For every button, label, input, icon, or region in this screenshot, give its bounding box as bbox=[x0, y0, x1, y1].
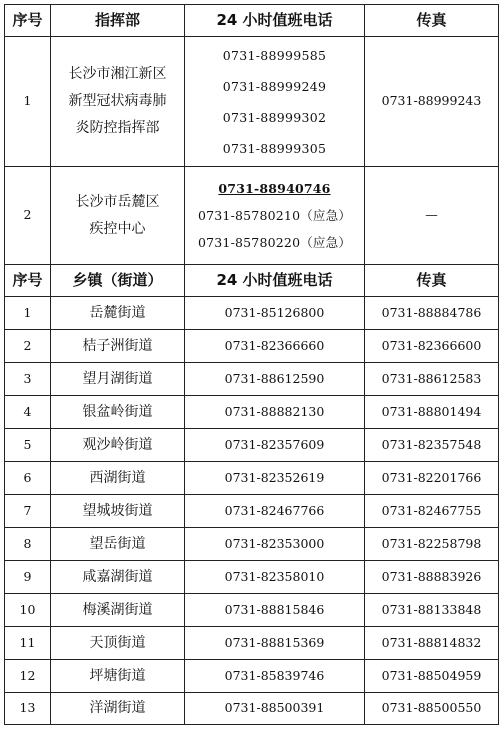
street-phone: 0731-82357609 bbox=[185, 429, 365, 462]
row-number: 6 bbox=[5, 462, 51, 495]
table-row bbox=[5, 528, 499, 561]
street-fax: 0731-82201766 bbox=[365, 462, 499, 495]
header-name: 指挥部 bbox=[51, 5, 185, 37]
hq-name bbox=[51, 167, 185, 265]
hq-row bbox=[5, 37, 499, 167]
hq-name-line: 炎防控指挥部 bbox=[75, 120, 160, 136]
hq-fax: 0731-88999243 bbox=[365, 37, 499, 167]
street-fax: 0731-88612583 bbox=[365, 363, 499, 396]
hq-phone: 0731-88999585 bbox=[222, 47, 327, 63]
hq-fax: — bbox=[365, 167, 499, 265]
street-phone: 0731-88815369 bbox=[185, 627, 365, 660]
hq-row bbox=[5, 167, 499, 265]
row-number: 13 bbox=[5, 693, 51, 725]
street-fax: 0731-88884786 bbox=[365, 297, 499, 330]
street-fax: 0731-88504959 bbox=[365, 660, 499, 693]
hq-phone: 0731-88999249 bbox=[222, 78, 327, 94]
street-fax: 0731-88883926 bbox=[365, 561, 499, 594]
street-name: 咸嘉湖街道 bbox=[51, 561, 185, 594]
table-row bbox=[5, 693, 499, 725]
street-fax: 0731-82366600 bbox=[365, 330, 499, 363]
hq-name-line: 疾控中心 bbox=[89, 220, 146, 237]
header-no: 序号 bbox=[5, 265, 51, 297]
street-name: 坪塘街道 bbox=[51, 660, 185, 693]
hq-phone-primary: 0731-88940746 bbox=[218, 181, 331, 196]
table-row bbox=[5, 330, 499, 363]
street-fax: 0731-88133848 bbox=[365, 594, 499, 627]
street-fax: 0731-82258798 bbox=[365, 528, 499, 561]
hq-name-line: 新型冠状病毒肺 bbox=[68, 93, 167, 109]
street-name: 梅溪湖街道 bbox=[51, 594, 185, 627]
street-fax: 0731-82357548 bbox=[365, 429, 499, 462]
street-phone: 0731-88882130 bbox=[185, 396, 365, 429]
header-row bbox=[5, 5, 499, 37]
street-name: 岳麓街道 bbox=[51, 297, 185, 330]
hq-phones bbox=[185, 37, 365, 167]
street-fax: 0731-88500550 bbox=[365, 693, 499, 725]
row-number: 12 bbox=[5, 660, 51, 693]
table-row bbox=[5, 594, 499, 627]
table-row bbox=[5, 363, 499, 396]
row-number: 11 bbox=[5, 627, 51, 660]
row-number: 7 bbox=[5, 495, 51, 528]
street-fax: 0731-88814832 bbox=[365, 627, 499, 660]
street-name: 银盆岭街道 bbox=[51, 396, 185, 429]
street-phone: 0731-82358010 bbox=[185, 561, 365, 594]
hq-phones bbox=[185, 167, 365, 265]
table-row bbox=[5, 429, 499, 462]
street-fax: 0731-88801494 bbox=[365, 396, 499, 429]
street-name: 望月湖街道 bbox=[51, 363, 185, 396]
street-fax: 0731-82467755 bbox=[365, 495, 499, 528]
street-name: 西湖街道 bbox=[51, 462, 185, 495]
header-fax: 传真 bbox=[365, 5, 499, 37]
street-name: 天顶街道 bbox=[51, 627, 185, 660]
street-name: 桔子洲街道 bbox=[51, 330, 185, 363]
street-phone: 0731-82353000 bbox=[185, 528, 365, 561]
street-phone: 0731-85126800 bbox=[185, 297, 365, 330]
row-number: 10 bbox=[5, 594, 51, 627]
header-phone: 24 小时值班电话 bbox=[185, 5, 365, 37]
hq-name bbox=[51, 37, 185, 167]
street-name: 观沙岭街道 bbox=[51, 429, 185, 462]
row-number: 2 bbox=[5, 167, 51, 265]
street-name: 洋湖街道 bbox=[51, 693, 185, 725]
table-row bbox=[5, 627, 499, 660]
contact-table bbox=[4, 4, 499, 725]
street-name: 望城坡街道 bbox=[51, 495, 185, 528]
row-number: 3 bbox=[5, 363, 51, 396]
table-row bbox=[5, 660, 499, 693]
table-row bbox=[5, 495, 499, 528]
street-name: 望岳街道 bbox=[51, 528, 185, 561]
table-row bbox=[5, 396, 499, 429]
table-row bbox=[5, 561, 499, 594]
row-number: 4 bbox=[5, 396, 51, 429]
hq-name-line: 长沙市湘江新区 bbox=[68, 66, 167, 82]
table-row bbox=[5, 297, 499, 330]
header-no: 序号 bbox=[5, 5, 51, 37]
header-phone: 24 小时值班电话 bbox=[185, 265, 365, 297]
row-number: 5 bbox=[5, 429, 51, 462]
table-row bbox=[5, 462, 499, 495]
row-number: 9 bbox=[5, 561, 51, 594]
header-fax: 传真 bbox=[365, 265, 499, 297]
street-phone: 0731-82467766 bbox=[185, 495, 365, 528]
hq-phone: 0731-85780220（应急） bbox=[197, 235, 352, 250]
hq-phone: 0731-85780210（应急） bbox=[197, 208, 352, 223]
header-row bbox=[5, 265, 499, 297]
row-number: 1 bbox=[5, 297, 51, 330]
row-number: 2 bbox=[5, 330, 51, 363]
row-number: 8 bbox=[5, 528, 51, 561]
hq-phone: 0731-88999302 bbox=[222, 109, 327, 125]
hq-name-line: 长沙市岳麓区 bbox=[75, 193, 160, 210]
row-number: 1 bbox=[5, 37, 51, 167]
street-phone: 0731-85839746 bbox=[185, 660, 365, 693]
header-name: 乡镇（街道） bbox=[51, 265, 185, 297]
street-phone: 0731-82366660 bbox=[185, 330, 365, 363]
street-phone: 0731-82352619 bbox=[185, 462, 365, 495]
hq-phone: 0731-88999305 bbox=[222, 140, 327, 156]
street-phone: 0731-88815846 bbox=[185, 594, 365, 627]
street-phone: 0731-88612590 bbox=[185, 363, 365, 396]
street-phone: 0731-88500391 bbox=[185, 693, 365, 725]
